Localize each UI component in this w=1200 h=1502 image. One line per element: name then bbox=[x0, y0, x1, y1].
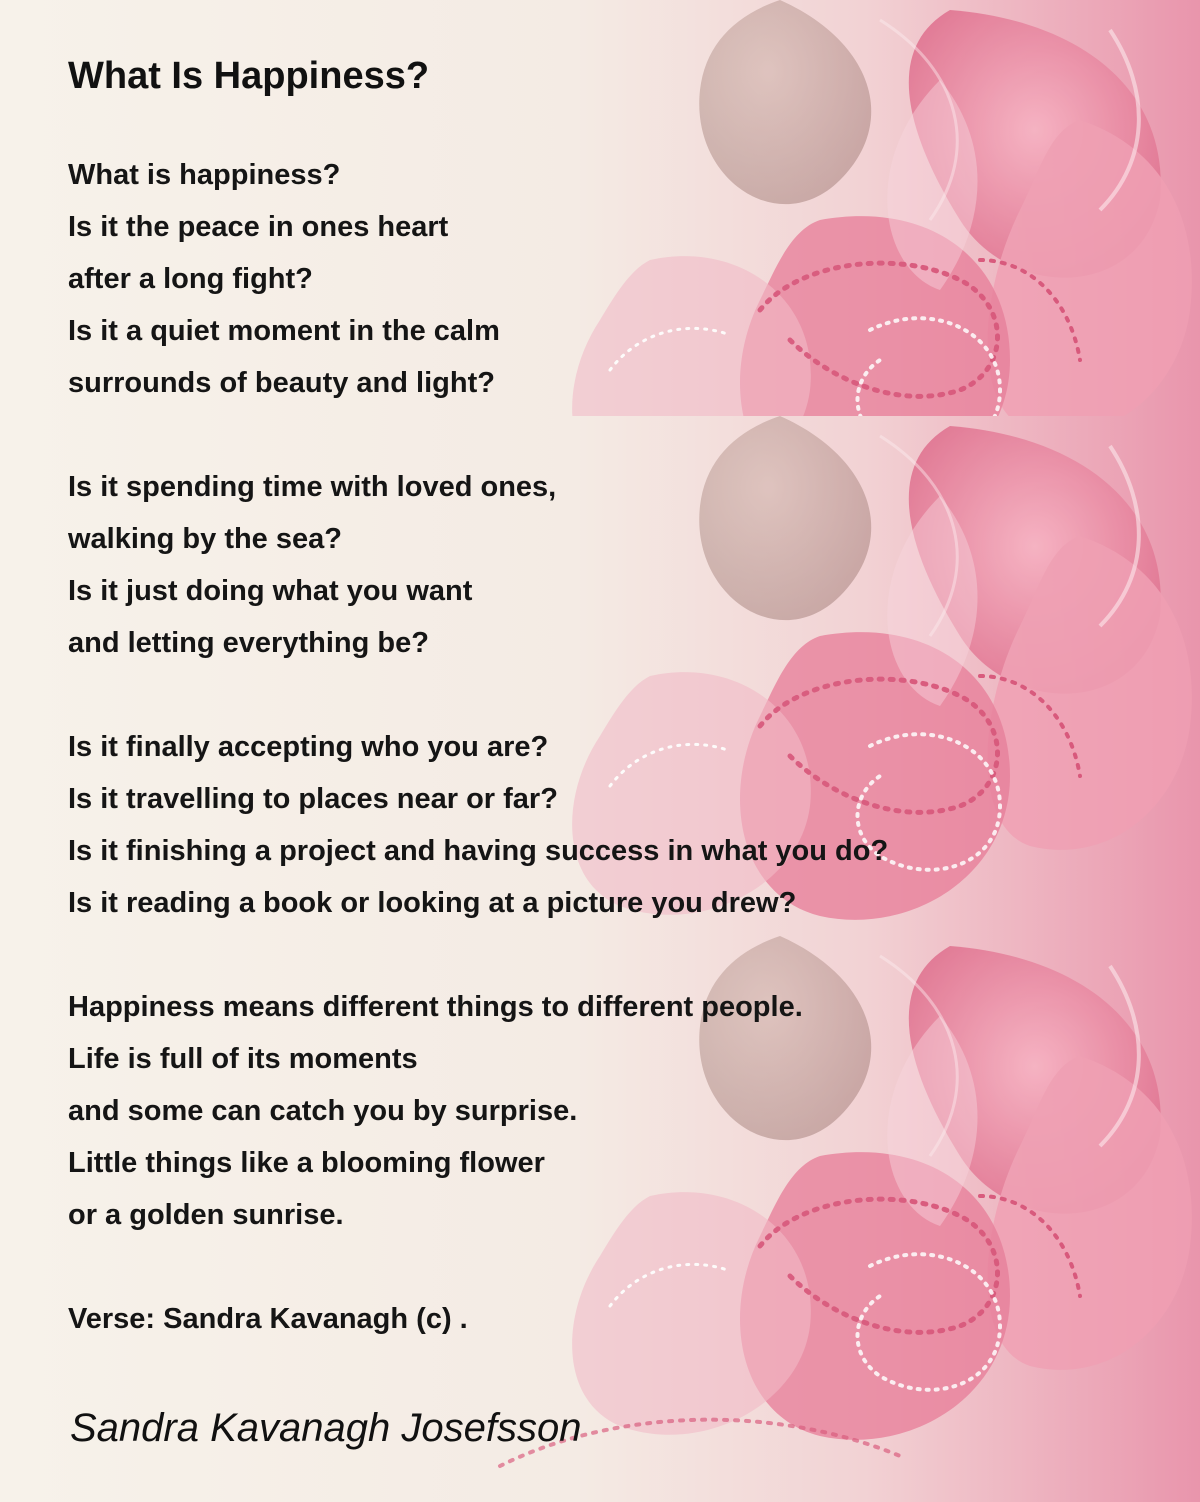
poem-line: and some can catch you by surprise. bbox=[68, 1095, 578, 1127]
stanza-break bbox=[68, 929, 1148, 981]
poem-line: Is it a quiet moment in the calm bbox=[68, 315, 500, 347]
stanza-break bbox=[68, 1241, 1148, 1293]
poem-line: Is it the peace in ones heart bbox=[68, 211, 449, 243]
poem-line: Happiness means different things to different people. bbox=[68, 991, 803, 1023]
poem-line: walking by the sea? bbox=[68, 523, 342, 555]
verse-credit: Verse: Sandra Kavanagh (c) . bbox=[68, 1303, 468, 1335]
poem-line: Little things like a blooming flower bbox=[68, 1147, 545, 1179]
poem-line: or a golden sunrise. bbox=[68, 1199, 344, 1231]
poem-line: Life is full of its moments bbox=[68, 1043, 418, 1075]
poem-line: Is it finally accepting who you are? bbox=[68, 731, 549, 763]
author-signature: Sandra Kavanagh Josefsson bbox=[70, 1406, 582, 1450]
poem-line: surrounds of beauty and light? bbox=[68, 367, 495, 399]
poem-line: and letting everything be? bbox=[68, 627, 429, 659]
stanza-break bbox=[68, 409, 1148, 461]
stanza-break bbox=[68, 669, 1148, 721]
poem-line: after a long fight? bbox=[68, 263, 313, 295]
poem-line: What is happiness? bbox=[68, 159, 341, 191]
poem-body bbox=[68, 149, 1148, 1345]
poem-line: Is it finishing a project and having success in what you do? bbox=[68, 835, 889, 867]
poem-line: Is it reading a book or looking at a picture you drew? bbox=[68, 887, 797, 919]
poem-line: Is it travelling to places near or far? bbox=[68, 783, 558, 815]
poem-line: Is it spending time with loved ones, bbox=[68, 471, 557, 503]
poem-title: What Is Happiness? bbox=[68, 55, 430, 97]
poem-line: Is it just doing what you want bbox=[68, 575, 473, 607]
